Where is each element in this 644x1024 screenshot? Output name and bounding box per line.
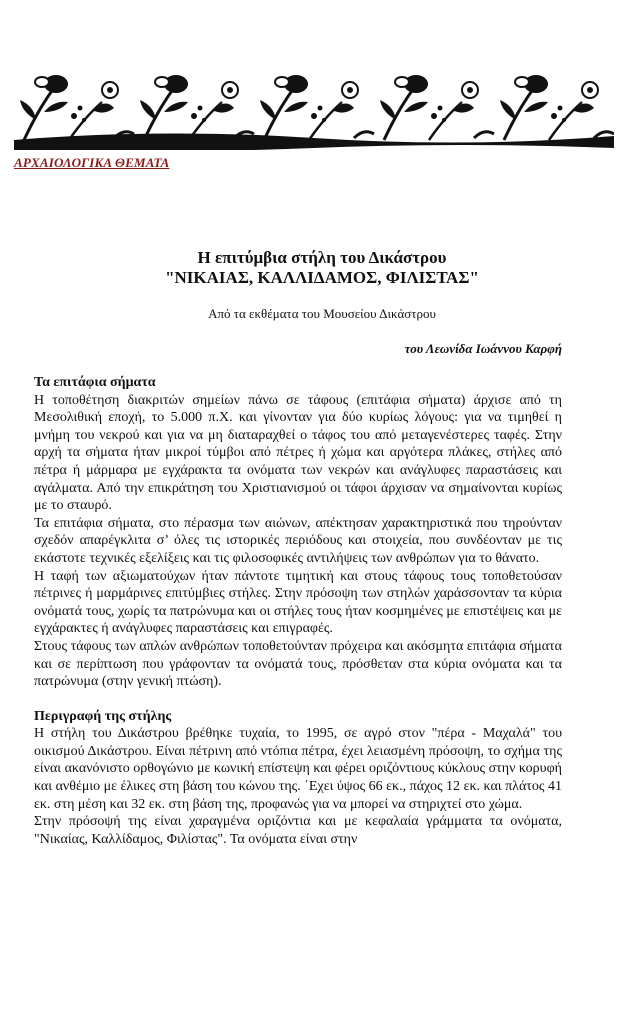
paragraph: Η στήλη του Δικάστρου βρέθηκε τυχαία, το 1995, σε αγρό στον "πέρα - Μαχαλά" του οικισμού Δικάστρου. Είναι πέτρινη από ντόπια πέτρα, έχει λειασμένη πρόσοψη, το σχήμα της είναι ακανόνιστο ορθογώνιο με κωνική επίστεψη και φέρει οριζόντιους κύκλους στην κορυφή και ανθέμιο με έλικες στη βάση του κώνου της. ΄Εχει ύψος 66 εκ., πάχος 12 εκ. και πλάτος 41 εκ. στη μέση και 32 εκ. στη βάση της, προφανώς για να μπορεί να στηριχτεί στο χώμα. [34, 726, 562, 812]
paragraph: Η ταφή των αξιωματούχων ήταν πάντοτε τιμητική και στους τάφους τους τοποθετούσαν πέτρινες ή μαρμάρινες επιτύμβιες στήλες. Στην πρόσοψη των στηλών χαράσσονταν τα κύρια ονόματά τους, χωρίς τα πατρώνυμα και οι στήλες τους ήταν κοσμημένες με επιστέψεις και με εγχάρακτες ή ανάγλυφες παραστάσεις και επιγραφές. [34, 568, 562, 637]
article-subtitle: Από τα εκθέματα του Μουσείου Δικάστρου [208, 306, 436, 321]
paragraph: Στην πρόσοψή της είναι χαραγμένα οριζόντια και με κεφαλαία γράμματα τα ονόματα, "Νικαίας, Καλλίδαμος, Φιλίστας". Τα ονόματα είναι στην [34, 814, 562, 847]
article-body [34, 374, 562, 848]
section-heading-markers: Τα επιτάφια σήματα [34, 375, 156, 390]
section-spacer [34, 691, 562, 708]
paragraph: Στους τάφους των απλών ανθρώπων τοποθετούνταν πρόχειρα και ακόσμητα επιτάφια σήματα και σε περίπτωση που γράφονταν τα ονόματά τους, πρόσθεταν στα κύρια ονόματα και τα πατρώνυμα (στην γενική πτώση). [34, 638, 562, 690]
title-line-2: "ΝΙΚΑΙΑΣ, ΚΑΛΛΙΔΑΜΟΣ, ΦΙΛΙΣΤΑΣ" [165, 268, 479, 287]
section-heading-description: Περιγραφή της στήλης [34, 708, 172, 724]
section-label: ΑΡΧΑΙΟΛΟΓΙΚΑ ΘΕΜΑΤΑ [14, 155, 170, 170]
floral-banner [14, 68, 614, 150]
paragraph: Τα επιτάφια σήματα, στο πέρασμα των αιώνων, απέκτησαν χαρακτηριστικά που τηρούνταν σχεδόν απαρέγκλιτα σ’ όλες τις ιστορικές περιόδους και στοιχεία, που συνδέονταν με τις εκάστοτε τεχνικές εξελίξεις και τις φιλοσοφικές αντιλήψεις των ανθρώπων για το θάνατο. [34, 515, 562, 566]
article-author: του Λεωνίδα Ιωάννου Καρφή [404, 341, 562, 356]
paragraph: Η τοποθέτηση διακριτών σημείων πάνω σε τάφους (επιτάφια σήματα) άρχισε από τη Μεσολιθική εποχή, το 5.000 π.Χ. και γίνονταν για δύο κυρίως λόγους: για να τιμηθεί η μνήμη του νεκρού και για να μη διαταραχθεί ο τάφος του από μεταγενέστερες ταφές. Στην αρχή τα σήματα ήταν μικροί τύμβοι από πέτρες ή χώμα και αργότερα πλάκες, στήλες από πέτρα ή μάρμαρα με εγχάρακτα τα ονόματα των νεκρών και ανάγλυφες παραστάσεις και αγάλματα. Από την επικράτηση του Χριστιανισμού οι τάφοι άρχισαν να σημαίνονται κυρίως με το σταυρό. [34, 392, 562, 514]
article-title [0, 248, 644, 288]
title-line-1: Η επιτύμβια στήλη του Δικάστρου [197, 248, 447, 267]
